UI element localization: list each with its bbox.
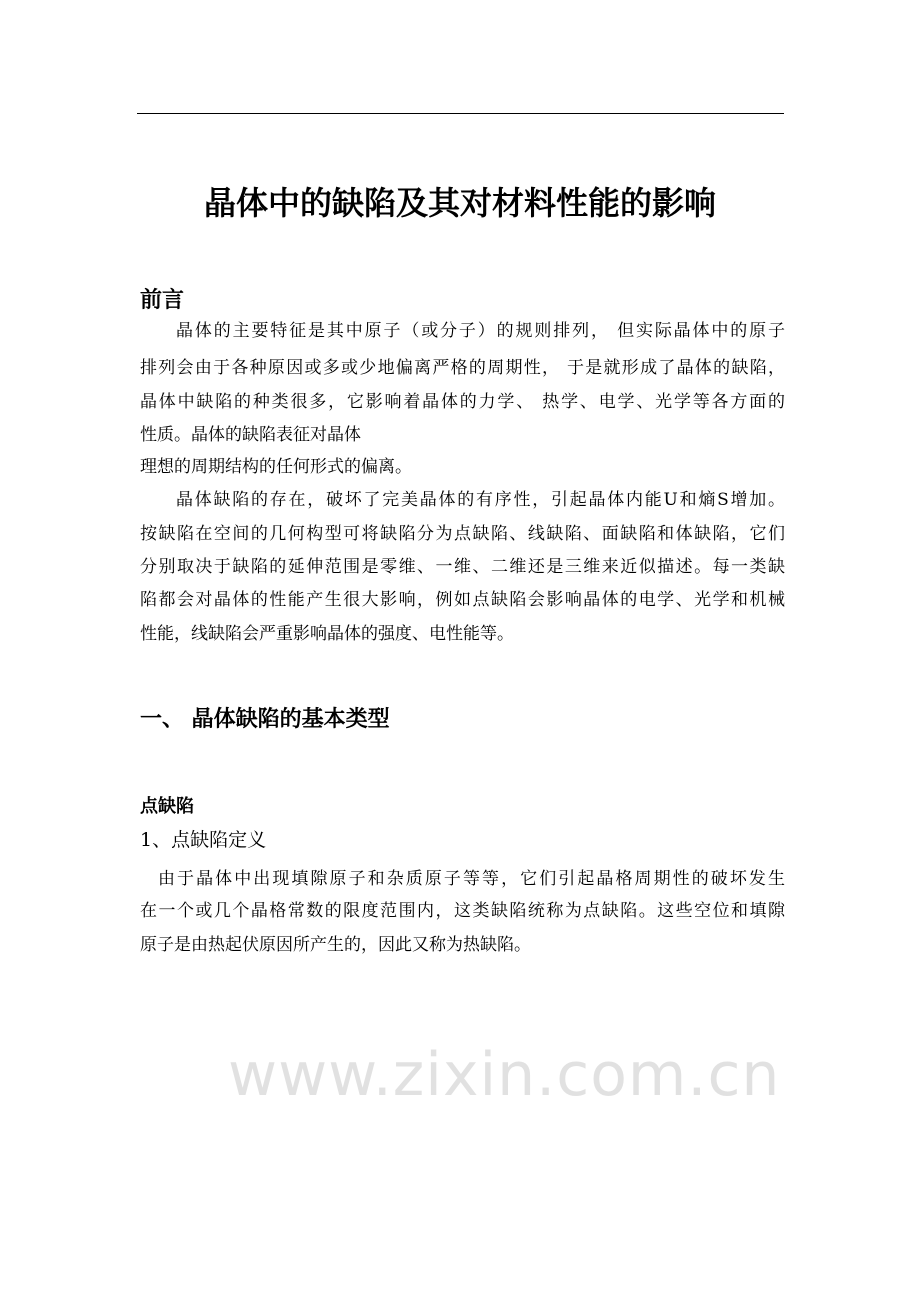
section-heading: 一、 晶体缺陷的基本类型 bbox=[140, 707, 390, 732]
subsection-heading: 点缺陷 bbox=[140, 796, 194, 817]
paragraph-line: 性质。晶体的缺陷表征对晶体 bbox=[140, 425, 361, 445]
item-heading: 1、点缺陷定义 bbox=[140, 829, 267, 851]
header-rule bbox=[137, 113, 784, 114]
paragraph-line: 性能，线缺陷会严重影响晶体的强度、电性能等。 bbox=[140, 624, 514, 644]
paragraph-line: 晶体中缺陷的种类很多，它影响着晶体的力学、 热学、电学、光学等各方面的 bbox=[140, 392, 785, 412]
paragraph-line: 排列会由于各种原因或多或少地偏离严格的周期性， 于是就形成了晶体的缺陷， bbox=[140, 358, 785, 378]
document-title: 晶体中的缺陷及其对材料性能的影响 bbox=[203, 184, 716, 222]
paragraph-line: 晶体的主要特征是其中原子（或分子）的规则排列， 但实际晶体中的原子 bbox=[176, 321, 785, 341]
paragraph-line: 晶体缺陷的存在，破坏了完美晶体的有序性，引起晶体内能U和熵S增加。 bbox=[176, 490, 785, 510]
paragraph-line: 由于晶体中出现填隙原子和杂质原子等等，它们引起晶格周期性的破坏发生 bbox=[158, 869, 785, 889]
watermark: www.zixin.com.cn bbox=[228, 1040, 781, 1110]
paragraph-line: 按缺陷在空间的几何构型可将缺陷分为点缺陷、线缺陷、面缺陷和体缺陷，它们 bbox=[140, 524, 785, 544]
paragraph-line: 在一个或几个晶格常数的限度范围内，这类缺陷统称为点缺陷。这些空位和填隙 bbox=[140, 901, 785, 921]
preface-heading: 前言 bbox=[140, 288, 185, 313]
paragraph-line: 原子是由热起伏原因所产生的，因此又称为热缺陷。 bbox=[140, 935, 531, 955]
paragraph-line: 理想的周期结构的任何形式的偏离。 bbox=[140, 457, 412, 477]
paragraph-line: 分别取决于缺陷的延伸范围是零维、一维、二维还是三维来近似描述。每一类缺 bbox=[140, 557, 785, 577]
paragraph-line: 陷都会对晶体的性能产生很大影响，例如点缺陷会影响晶体的电学、光学和机械 bbox=[140, 590, 785, 610]
